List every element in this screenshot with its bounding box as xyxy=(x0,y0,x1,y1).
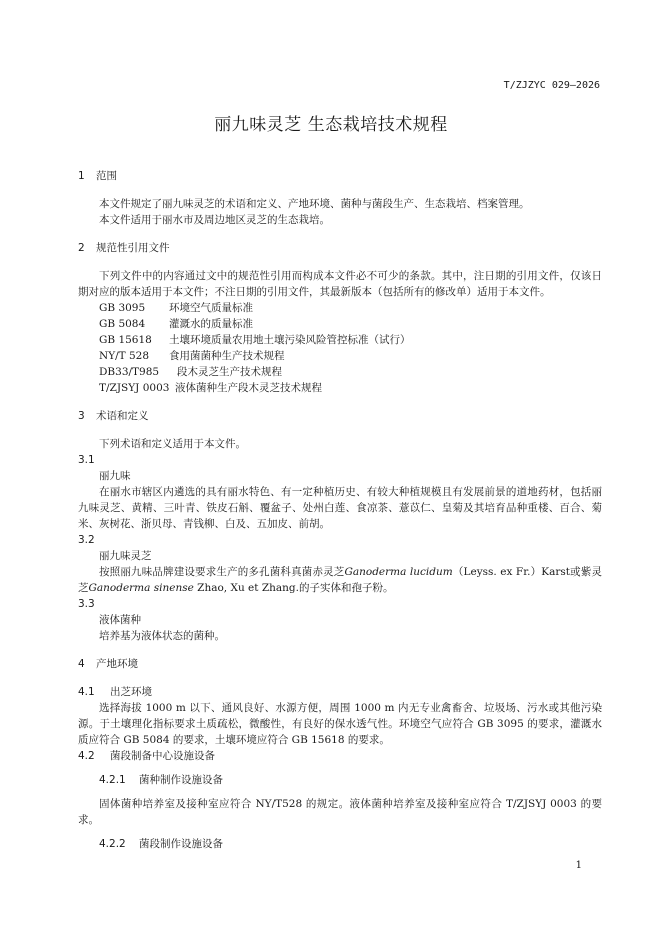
term-3-2-number: 3.2 xyxy=(78,534,95,546)
section-3-paragraph: 下列术语和定义适用于本文件。 xyxy=(99,438,246,450)
standard-code: T/ZJZYC 029—2026 xyxy=(503,80,600,91)
term-3-1-definition: 在丽水市辖区内遴选的具有丽水特色、有一定种植历史、有较大种植规模且有发展前景的道地药材，包括丽九味灵芝、黄精、三叶青、铁皮石斛、覆盆子、处州白莲、食凉茶、薏苡仁、皇菊及其培育品种重楼、百合、菊米、灰树花、浙贝母、青钱柳、白及、五加皮、前胡。 xyxy=(78,486,602,530)
reference-item: T/ZJSYJ 0003 液体菌种生产段木灵芝技术规程 xyxy=(99,382,322,394)
section-4-2-1-paragraph: 固体菌种培养室及接种室应符合 NY/T528 的规定。液体菌种培养室及接种室应符合 T/ZJSYJ 0003 的要求。 xyxy=(78,798,602,826)
section-1-paragraph-1: 本文件规定了丽九味灵芝的术语和定义、产地环境、菌种与菌段生产、生态栽培、档案管理。 xyxy=(99,198,530,210)
term-3-2-name: 丽九味灵芝 xyxy=(99,550,152,562)
reference-item: GB 3095 环境空气质量标准 xyxy=(99,302,253,314)
document-title: 丽九味灵芝 生态栽培技术规程 xyxy=(214,115,448,135)
section-4-2-1-heading: 4.2.1 菌种制作设施设备 xyxy=(99,774,223,786)
term-3-3-definition: 培养基为液体状态的菌种。 xyxy=(99,630,225,642)
term-3-2-definition: 按照丽九味品牌建设要求生产的多孔菌科真菌赤灵芝Ganoderma lucidum（Leyss. ex Fr.）Karst或紫灵芝Ganoderma sinense Zhao, Xu et Zhang.的子实体和孢子粉。 xyxy=(78,566,603,594)
section-4-1-heading: 4.1 出芝环境 xyxy=(78,686,152,698)
reference-item: DB33/T985 段木灵芝生产技术规程 xyxy=(99,366,282,378)
term-3-1-name: 丽九味 xyxy=(99,470,131,482)
section-3-heading: 3 术语和定义 xyxy=(78,410,149,422)
document-body xyxy=(78,168,602,852)
reference-item: GB 15618 土壤环境质量农用地土壤污染风险管控标准（试行） xyxy=(99,334,411,346)
section-2-paragraph: 下列文件中的内容通过文中的规范性引用而构成本文件必不可少的条款。其中，注日期的引用文件，仅该日期对应的版本适用于本文件；不注日期的引用文件，其最新版本（包括所有的修改单）适用于本文件。 xyxy=(78,270,602,298)
reference-list xyxy=(78,300,602,396)
section-4-2-2-heading: 4.2.2 菌段制作设施设备 xyxy=(99,838,223,850)
reference-item: NY/T 528 食用菌菌种生产技术规程 xyxy=(99,350,285,362)
section-4-2-heading: 4.2 菌段制备中心设施设备 xyxy=(78,750,215,762)
term-3-3-name: 液体菌种 xyxy=(99,614,141,626)
term-3-1-number: 3.1 xyxy=(78,454,95,466)
section-2-heading: 2 规范性引用文件 xyxy=(78,242,170,254)
section-4-1-paragraph: 选择海拔 1000 m 以下、通风良好、水源方便，周围 1000 m 内无专业禽畜舍、垃圾场、污水或其他污染源。于土壤理化指标要求土质疏松，微酸性，有良好的保水透气性。环境空气应符合 GB 3095 的要求，灌溉水质应符合 GB 5084 的要求，土壤环境应符合 GB 15618 的要求。 xyxy=(78,702,602,746)
section-1-heading: 1 范围 xyxy=(78,170,117,182)
term-3-3-number: 3.3 xyxy=(78,598,95,610)
section-4-heading: 4 产地环境 xyxy=(78,658,138,670)
section-1-paragraph-2: 本文件适用于丽水市及周边地区灵芝的生态栽培。 xyxy=(99,214,330,226)
reference-item: GB 5084 灌溉水的质量标准 xyxy=(99,318,253,330)
page-number: 1 xyxy=(575,860,582,871)
